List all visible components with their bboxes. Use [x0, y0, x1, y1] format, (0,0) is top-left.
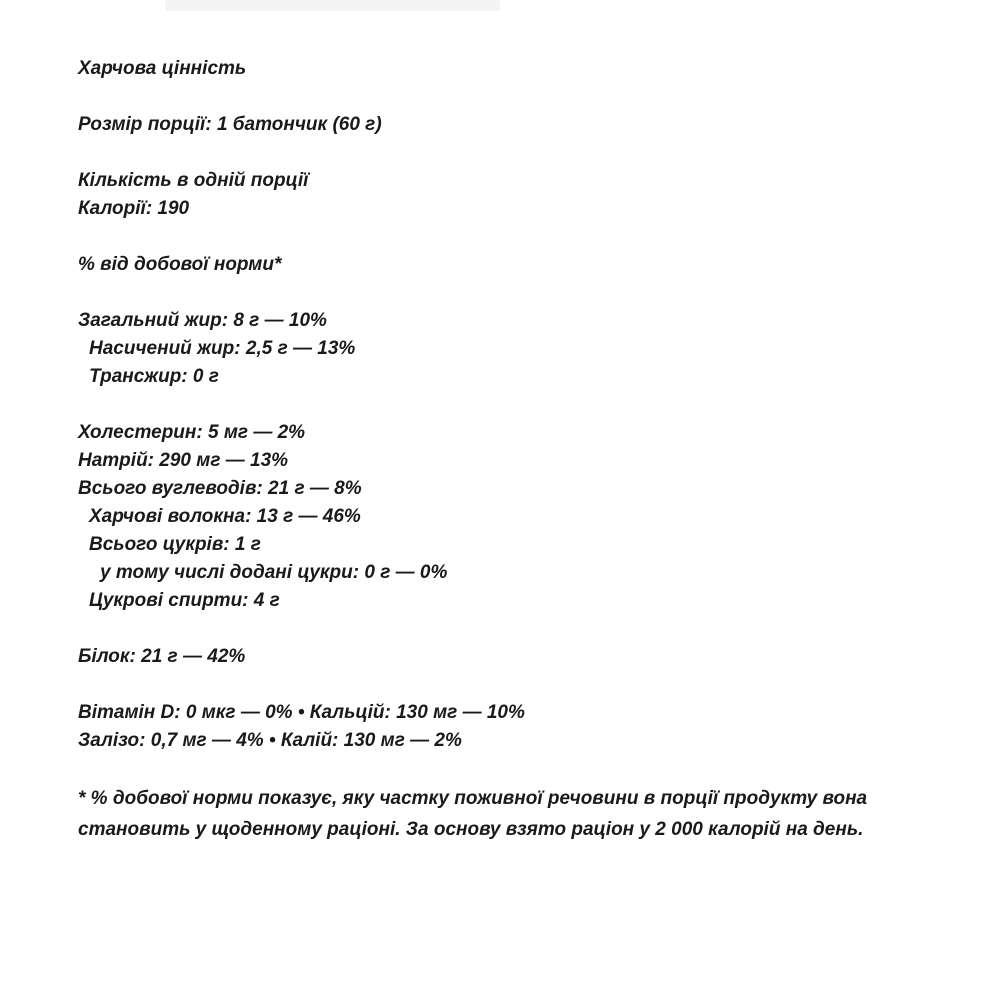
- section-serving-size: [78, 111, 933, 139]
- text-line: у тому числі додані цукри: 0 г — 0%: [100, 562, 448, 583]
- section-fats: [78, 307, 933, 391]
- text-line: Харчові волокна: 13 г — 46%: [89, 506, 361, 527]
- section-micronutrients: [78, 699, 933, 755]
- text-line: Загальний жир: 8 г — 10%: [78, 310, 327, 331]
- text-line: Залізо: 0,7 мг — 4% • Калій: 130 мг — 2%: [78, 730, 462, 751]
- text-line: Розмір порції: 1 батончик (60 г): [78, 114, 382, 135]
- text-line: Білок: 21 г — 42%: [78, 646, 246, 667]
- text-line: Насичений жир: 2,5 г — 13%: [89, 338, 356, 359]
- text-line: Кількість в одній порції: [78, 170, 309, 191]
- text-line: Всього вуглеводів: 21 г — 8%: [78, 478, 362, 499]
- text-line: Натрій: 290 мг — 13%: [78, 450, 289, 471]
- text-line: Трансжир: 0 г: [89, 366, 219, 387]
- section-title: [78, 55, 933, 83]
- text-line: Всього цукрів: 1 г: [89, 534, 261, 555]
- nutrition-facts-text: [78, 55, 933, 873]
- section-cholesterol-sodium-carbs: [78, 419, 933, 615]
- top-cropped-artifact: [165, 0, 500, 11]
- text-line: Харчова цінність: [78, 58, 247, 79]
- text-line: Холестерин: 5 мг — 2%: [78, 422, 306, 443]
- section-protein: [78, 643, 933, 671]
- text-line: % від добової норми*: [78, 254, 282, 275]
- section-amount-per-serving: [78, 167, 933, 223]
- text-line: Цукрові спирти: 4 г: [89, 590, 280, 611]
- text-line: Вітамін D: 0 мкг — 0% • Кальцій: 130 мг — 10%: [78, 702, 525, 723]
- text-line: * % добової норми показує, яку частку поживної речовини в порції продукту вона становить у щоденному раціоні. За основу взято раціон у 2 000 калорій на день.: [78, 788, 868, 840]
- text-line: Калорії: 190: [78, 198, 190, 219]
- section-footnote: [78, 783, 933, 845]
- section-daily-value-header: [78, 251, 933, 279]
